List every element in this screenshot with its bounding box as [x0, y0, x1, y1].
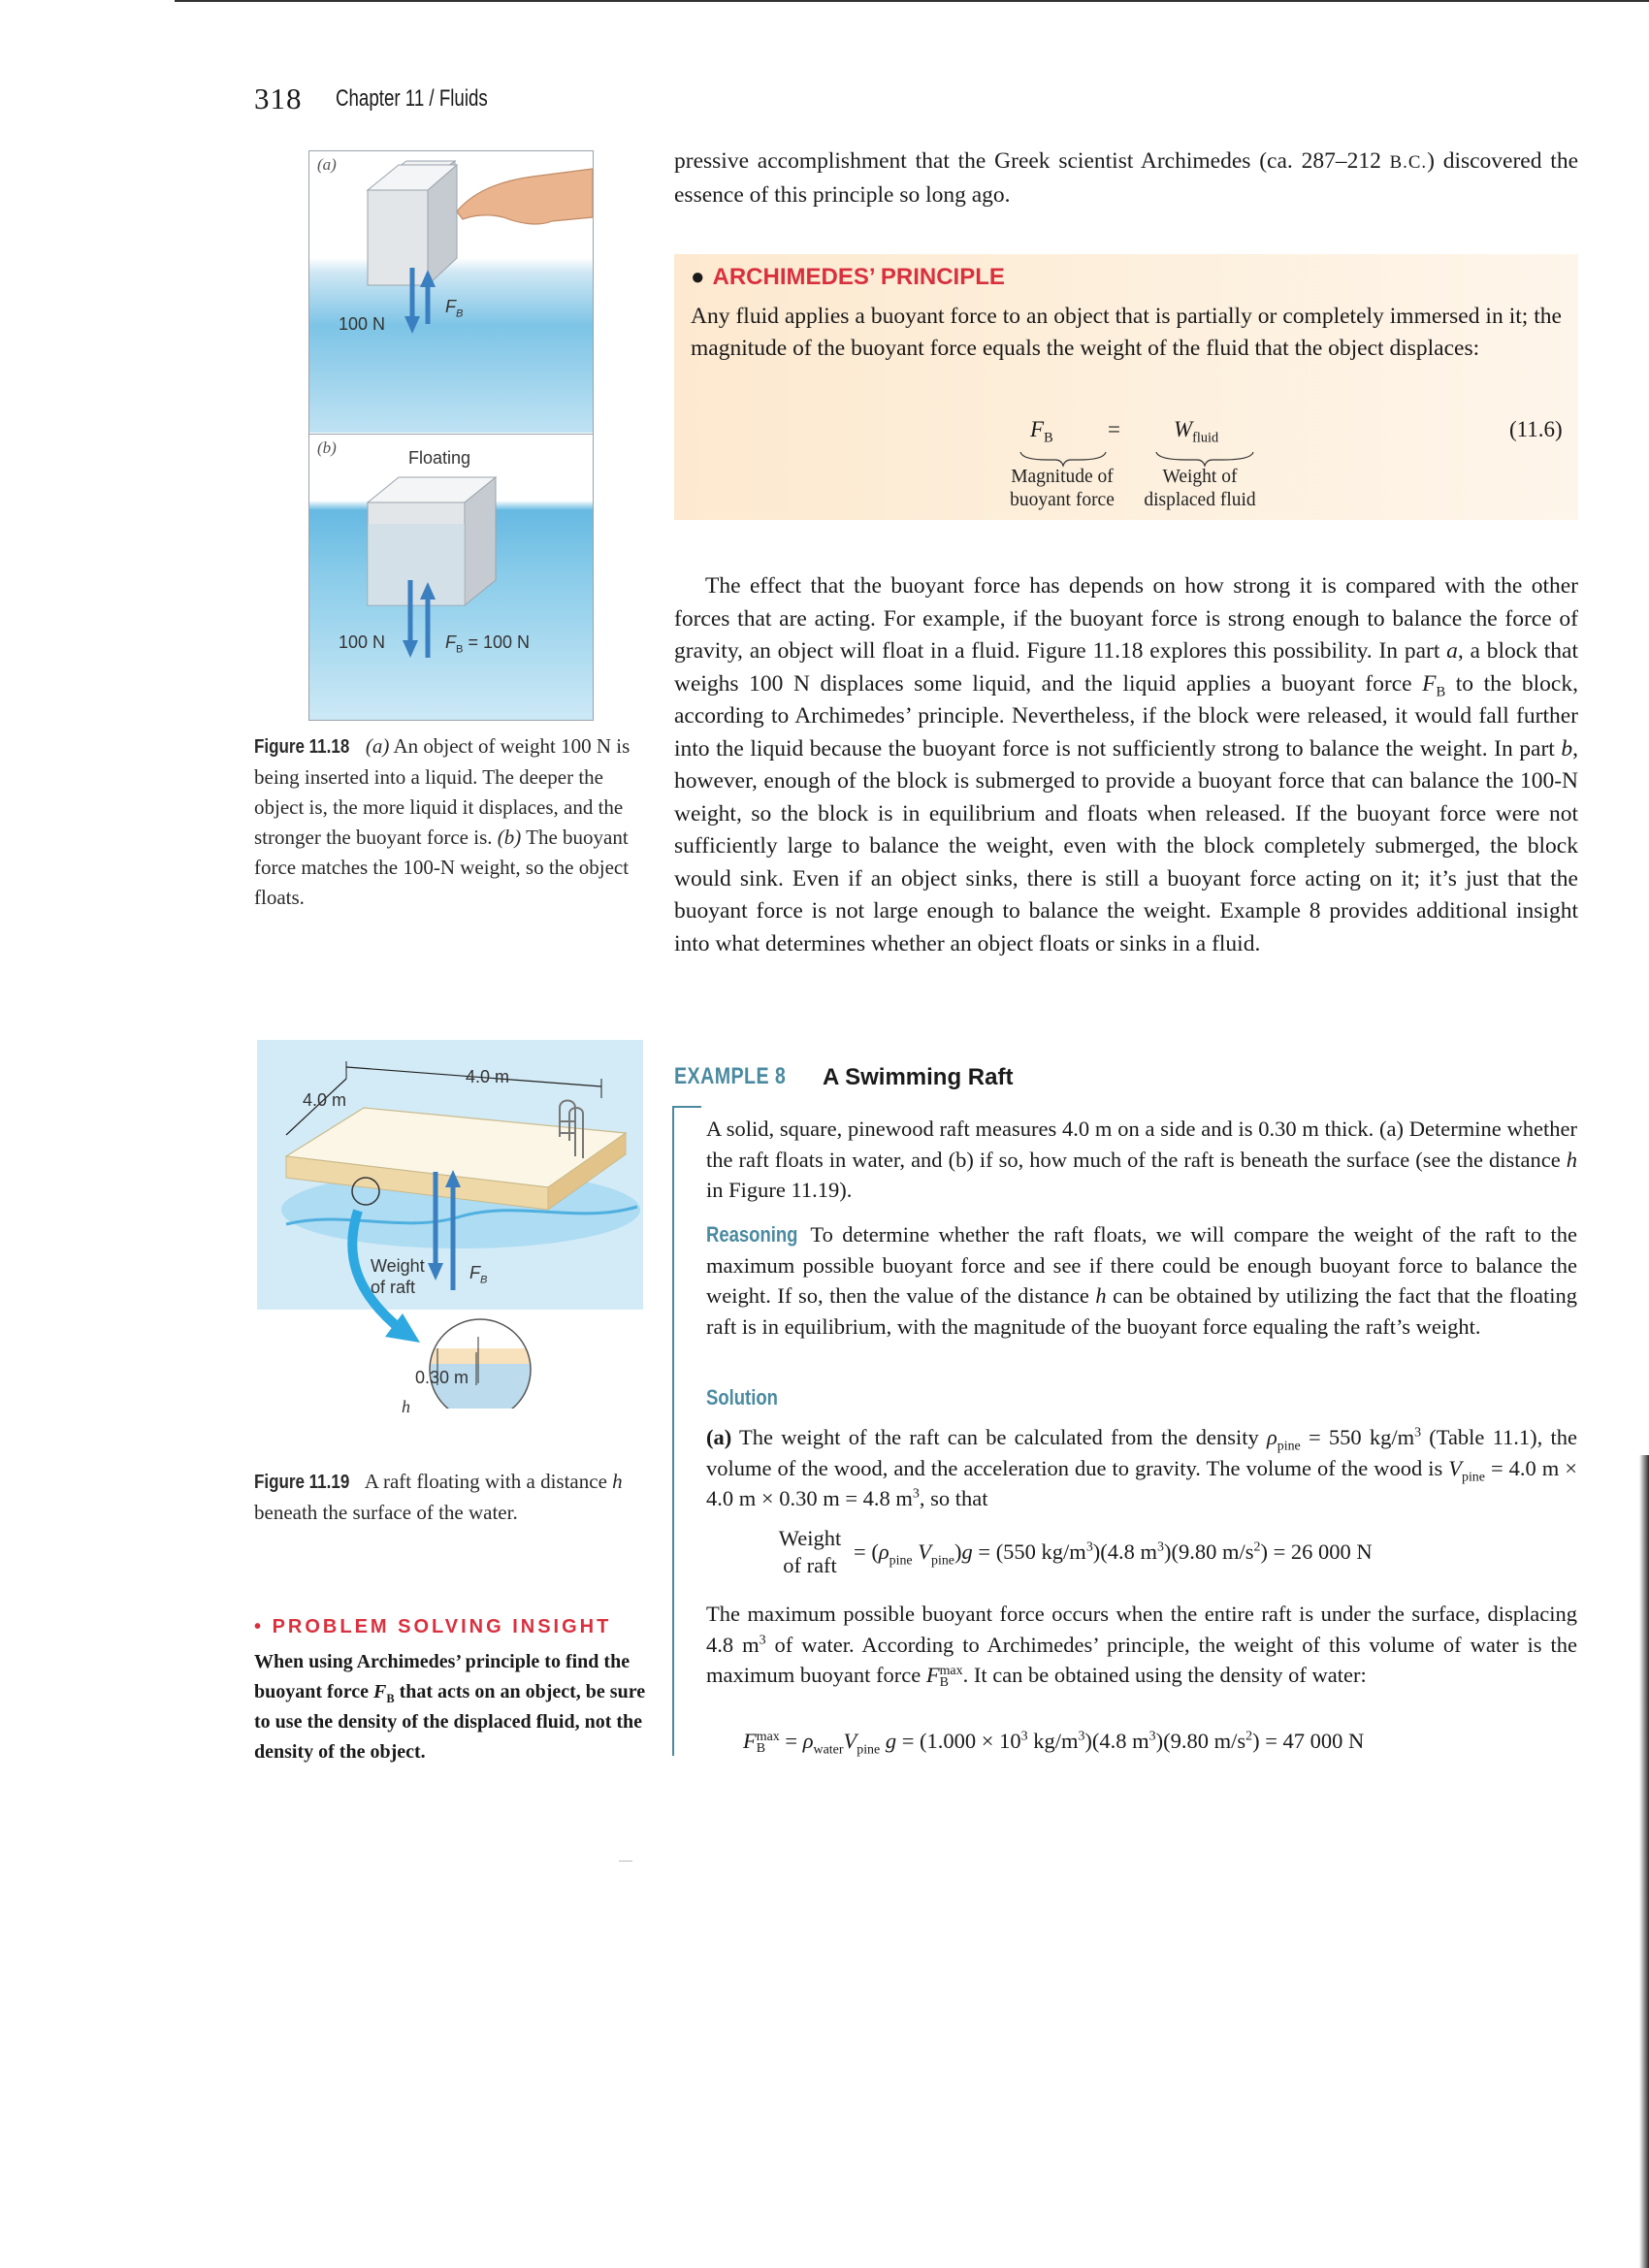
fb-label-b: $F_B = 100$ N — [445, 632, 530, 656]
raft-side-top-label: 4.0 m — [466, 1067, 510, 1086]
weight-equation-label: Weight of raft — [778, 1526, 842, 1577]
panel-b-tag: (b) — [317, 438, 337, 457]
equation-number: (11.6) — [1509, 417, 1563, 441]
weight-label-a: 100 N — [339, 314, 386, 334]
principle-title: ● ARCHIMEDES’ PRINCIPLE — [691, 264, 1005, 290]
example-label: EXAMPLE 8 — [674, 1063, 787, 1089]
equation-w: $W_{fluid}$ — [1174, 417, 1219, 446]
intro-paragraph: pressive accomplishment that the Greek scientist Archimedes (ca. 287–212 B.C.) discovered the essence of this principle so long ago. — [674, 148, 1578, 208]
solution-label: Solution — [706, 1385, 778, 1409]
figure-11-18 — [308, 150, 594, 721]
equation-equals: = — [1108, 417, 1120, 441]
figure-caption-11-19: Figure 11.19 A raft floating with a distance h beneath the surface of the water. — [254, 1470, 623, 1524]
page-top-edge — [175, 0, 1649, 2]
example-title: A Swimming Raft — [823, 1064, 1014, 1090]
equation-label-displaced-fluid: Weight of displaced fluid — [1144, 467, 1256, 510]
fb-label-raft: $F_B$ — [469, 1263, 488, 1286]
solution-part-a: (a) The weight of the raft can be calculated from the density $\rho_{pine} = 550$ $kg/m^3$ (Table 11.1), the volume of the wood, and the acceleration due to gravity. The volume of the wood is $V_{pine} = 4.0$ m × 4.0 m × 0.30 m = 4.8 $m^3$, so that — [706, 1425, 1577, 1510]
raft-side-left-label: 4.0 m — [303, 1090, 347, 1110]
chapter-heading: Chapter 11 / Fluids — [336, 85, 488, 112]
underbraces — [1009, 448, 1300, 468]
example-rule-top — [672, 1106, 701, 1108]
scan-edge-shadow — [1639, 1455, 1649, 2268]
h-label: h — [402, 1397, 410, 1416]
page-number: 318 — [254, 81, 303, 115]
thickness-label: 0.30 m — [415, 1368, 469, 1387]
floating-label: Floating — [408, 448, 471, 468]
example-rule — [672, 1106, 674, 1756]
scan-mark — [619, 1861, 632, 1862]
block-floating-illustration — [309, 435, 593, 721]
weight-equation: = ($\rho_{pine}$ $V_{pine})g = (550$ $kg/m^3)(4.8$ $m^3)(9.80$ $m/s^2) = 26$ 000 N — [854, 1539, 1373, 1569]
principle-statement: Any fluid applies a buoyant force to an object that is partially or completely immersed in it; the magnitude of the buoyant force equals the weight of the fluid that the object displaces: — [691, 304, 1562, 361]
fb-label-a: $F_B$ — [445, 297, 464, 320]
problem-solving-insight-title: • PROBLEM SOLVING INSIGHT — [254, 1616, 612, 1637]
equation-fb: $F_B$ — [1030, 417, 1053, 446]
hand-icon — [457, 169, 593, 224]
effect-paragraph: The effect that the buoyant force has depends on how strong it is compared with the other forces that are acting. For example, if the buoyant force is strong enough to balance the force of gravity, an object will float in a fluid. Figure 11.18 explores this possibility. In part a, a block that weighs 100 N displaces some liquid, and the liquid applies a buoyant force $F_B$ to the block, according to Archimedes’ principle. Nevertheless, if the block were released, it would fall further into the liquid because the buoyant force is not sufficiently strong to balance the weight. In part b, however, enough of the block is submerged to provide a buoyant force that can balance the 100-N weight, so the block is in equilibrium and floats when released. If the buoyant force were not sufficiently large to balance the weight, even with the block completely submerged, the block would sink. Even if an object sinks, there is still a buoyant force acting on it; it’s just that the buoyant force is not large enough to balance the weight. Example 8 provides additional insight into what determines whether an object floats or sinks in a fluid. — [674, 573, 1578, 956]
figure-caption-11-18: Figure 11.18 (a) An object of weight 100 N is being inserted into a liquid. The deeper the object is, the more liquid it displaces, and the stronger the buoyant force is. (b) The buoyant force matches the 100-N weight, so the object floats. — [254, 734, 630, 909]
max-buoyant-force-paragraph: The maximum possible buoyant force occurs when the entire raft is under the surface, displacing 4.8 $m^3$ of water. According to Archimedes’ principle, the weight of this volume of water is the maximum buoyant force Fmax B . It can be obtained using the density of water: — [706, 1602, 1577, 1690]
figure-panel-b — [309, 434, 593, 721]
equation-label-buoyant-force: Magnitude of buoyant force — [1010, 467, 1115, 510]
problem-solving-insight-text: When using Archimedes’ principle to find the buoyant force $F_B$ that acts on an object, be sure to use the density of the displaced fluid, not the density of the object. — [254, 1651, 646, 1763]
block-inserted-illustration — [309, 151, 593, 433]
example-problem: A solid, square, pinewood raft measures 4.0 m on a side and is 0.30 m thick. (a) Determine whether the raft floats in water, and (b) if so, how much of the raft is beneath the surface (see the distance h in Figure 11.19). — [706, 1117, 1577, 1202]
weight-label-b: 100 N — [339, 632, 386, 652]
max-buoyant-force-equation: Fmax $B = \rho_{water}V_{pine}$ $g = (1.000 \times 10^3$ $kg/m^3)(4.8$ $m^3)(9.80$ $m/s^2) = 47$ 000 N — [743, 1729, 1365, 1758]
figure-panel-a — [309, 151, 593, 433]
panel-a-tag: (a) — [317, 155, 337, 174]
example-reasoning: Reasoning To determine whether the raft floats, we will compare the weight of the raft to the maximum possible buoyant force and see if there could be enough buoyant force to balance the weight. If so, then the value of the distance h can be obtained by utilizing the fact that the floating raft is in equilibrium, with the magnitude of the buoyant force equaling the raft’s weight. — [706, 1222, 1577, 1339]
weight-of-raft-label: Weight of raft — [371, 1256, 425, 1297]
